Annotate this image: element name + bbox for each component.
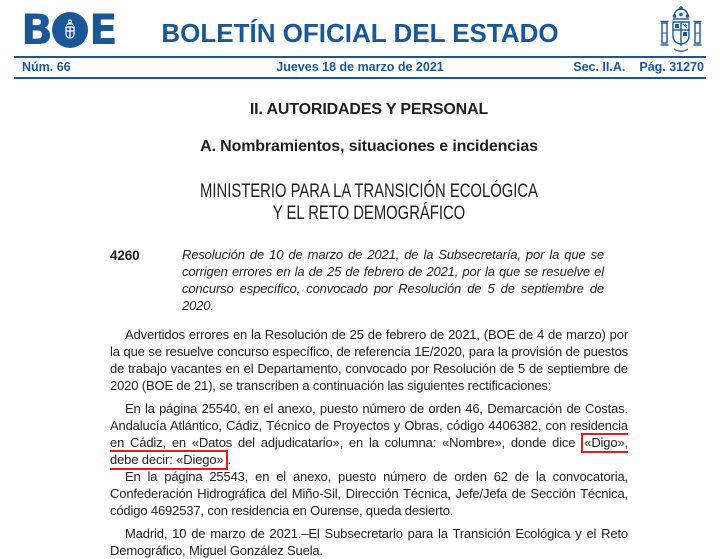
rectification-text-after: . [227, 452, 231, 467]
correction-highlight-box: «Digo», debe decir: «Diego» [110, 433, 628, 470]
document-body [0, 79, 720, 559]
issue-section-page [573, 60, 704, 74]
subsection-heading: A. Nombramientos, situaciones e incidencias [200, 138, 538, 155]
issue-row [14, 60, 706, 76]
header-rule-top [14, 56, 706, 58]
ministry-heading [167, 181, 571, 225]
boe-logo-letter-b: B [21, 5, 52, 54]
issue-number: Núm. 66 [22, 60, 71, 74]
spain-coat-of-arms-icon [658, 5, 704, 60]
issue-date: Jueves 18 de marzo de 2021 [276, 60, 444, 74]
section-heading: II. AUTORIDADES Y PERSONAL [249, 101, 489, 118]
boe-logo-letter-e: E [89, 5, 116, 54]
masthead-title: BOLETÍN OFICIAL DEL ESTADO [161, 18, 559, 48]
paragraph-rectification-page-25543: En la página 25543, en el anexo, puesto número de orden 62 de la convocatoria, Confederación Hidrográfica del Miño-Sil, Dirección Técnica, Jefe/Jefa de Sección Técnica, código 4692537, con residencia en Ourense, queda desierto. [110, 469, 628, 518]
issue-section: Sec. II.A. [573, 60, 626, 74]
resolution-item [110, 246, 628, 314]
rectification-text-before: En la página 25540, en el anexo, puesto número de orden 46, Demarcación de Costas. Andalucía Atlántico, Cádiz, Técnico de Proyectos y Obras, código 4406382, con residencia en Cádiz, en «Datos del adjudicatario», en la columna: «Nombre», donde dice [110, 401, 628, 450]
paragraph-rectification-page-25540 [110, 400, 628, 468]
item-number: 4260 [110, 248, 140, 263]
paragraph-signature: Madrid, 10 de marzo de 2021.–El Subsecretario para la Transición Ecológica y el Reto Demográfico, Miguel González Suela. [110, 526, 628, 558]
ministry-heading-line2: Y EL RETO DEMOGRÁFICO [272, 203, 466, 224]
item-summary: Resolución de 10 de marzo de 2021, de la Subsecretaría, por la que se corrigen errores en la de 25 de febrero de 2021, por la que se resuelve el concurso específico, convocado por Resolución de 5 de septiembre de 2020. [182, 247, 604, 313]
issue-page: Pág. 31270 [639, 60, 704, 74]
ministry-heading-line1: MINISTERIO PARA LA TRANSICIÓN ECOLÓGICA [200, 181, 538, 202]
paragraph-advertidos: Advertidos errores en la Resolución de 25 de febrero de 2021, (BOE de 4 de marzo) por la que se resuelve concurso específico, de referencia 1E/2020, para la provisión de puestos de trabajo vacantes en el Departamento, convocado por Resolución de 5 de septiembre de 2020 (BOE de 21), se transcriben a continuación las siguientes rectificaciones: [110, 327, 628, 393]
